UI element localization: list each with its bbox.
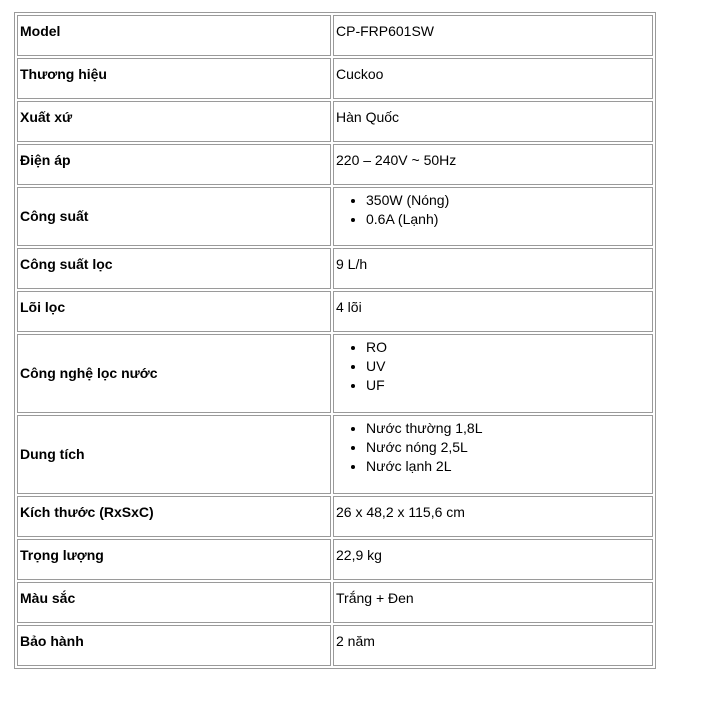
spec-value-list [336,338,650,395]
spec-value: CP-FRP601SW [333,15,653,56]
list-item: • RO [366,338,650,357]
list-item: • 350W (Nóng) [366,191,650,210]
spec-label: Lõi lọc [17,291,331,332]
spec-row-color [17,582,653,623]
spec-row-dimensions [17,496,653,537]
spec-row-filter-capacity [17,248,653,289]
spec-value: 4 lõi [333,291,653,332]
spec-label: Công nghệ lọc nước [17,334,331,413]
spec-value [333,415,653,494]
spec-label: Xuất xứ [17,101,331,142]
spec-label: Model [17,15,331,56]
spec-value: Hàn Quốc [333,101,653,142]
spec-row-origin [17,101,653,142]
spec-value: 2 năm [333,625,653,666]
spec-value [333,334,653,413]
spec-value: Cuckoo [333,58,653,99]
spec-row-capacity [17,415,653,494]
spec-table [14,12,656,669]
spec-value: 22,9 kg [333,539,653,580]
list-item: • Nước nóng 2,5L [366,438,650,457]
spec-label: Dung tích [17,415,331,494]
spec-label: Thương hiệu [17,58,331,99]
spec-value: 26 x 48,2 x 115,6 cm [333,496,653,537]
spec-row-brand [17,58,653,99]
list-item: • 0.6A (Lạnh) [366,210,650,229]
spec-row-filter-tech [17,334,653,413]
list-item: • UF [366,376,650,395]
spec-row-warranty [17,625,653,666]
spec-value [333,187,653,246]
spec-label: Kích thước (RxSxC) [17,496,331,537]
list-item: • Nước thường 1,8L [366,419,650,438]
spec-label: Trọng lượng [17,539,331,580]
list-item: • Nước lạnh 2L [366,457,650,476]
spec-value: Trắng + Đen [333,582,653,623]
spec-value-list [336,191,650,229]
spec-value: 9 L/h [333,248,653,289]
spec-row-filter-core [17,291,653,332]
spec-label: Công suất lọc [17,248,331,289]
spec-label: Bảo hành [17,625,331,666]
spec-row-model [17,15,653,56]
spec-value: 220 – 240V ~ 50Hz [333,144,653,185]
spec-value-list [336,419,650,476]
spec-label: Điện áp [17,144,331,185]
spec-label: Màu sắc [17,582,331,623]
spec-label: Công suất [17,187,331,246]
spec-row-weight [17,539,653,580]
list-item: • UV [366,357,650,376]
spec-row-power [17,187,653,246]
spec-row-voltage [17,144,653,185]
